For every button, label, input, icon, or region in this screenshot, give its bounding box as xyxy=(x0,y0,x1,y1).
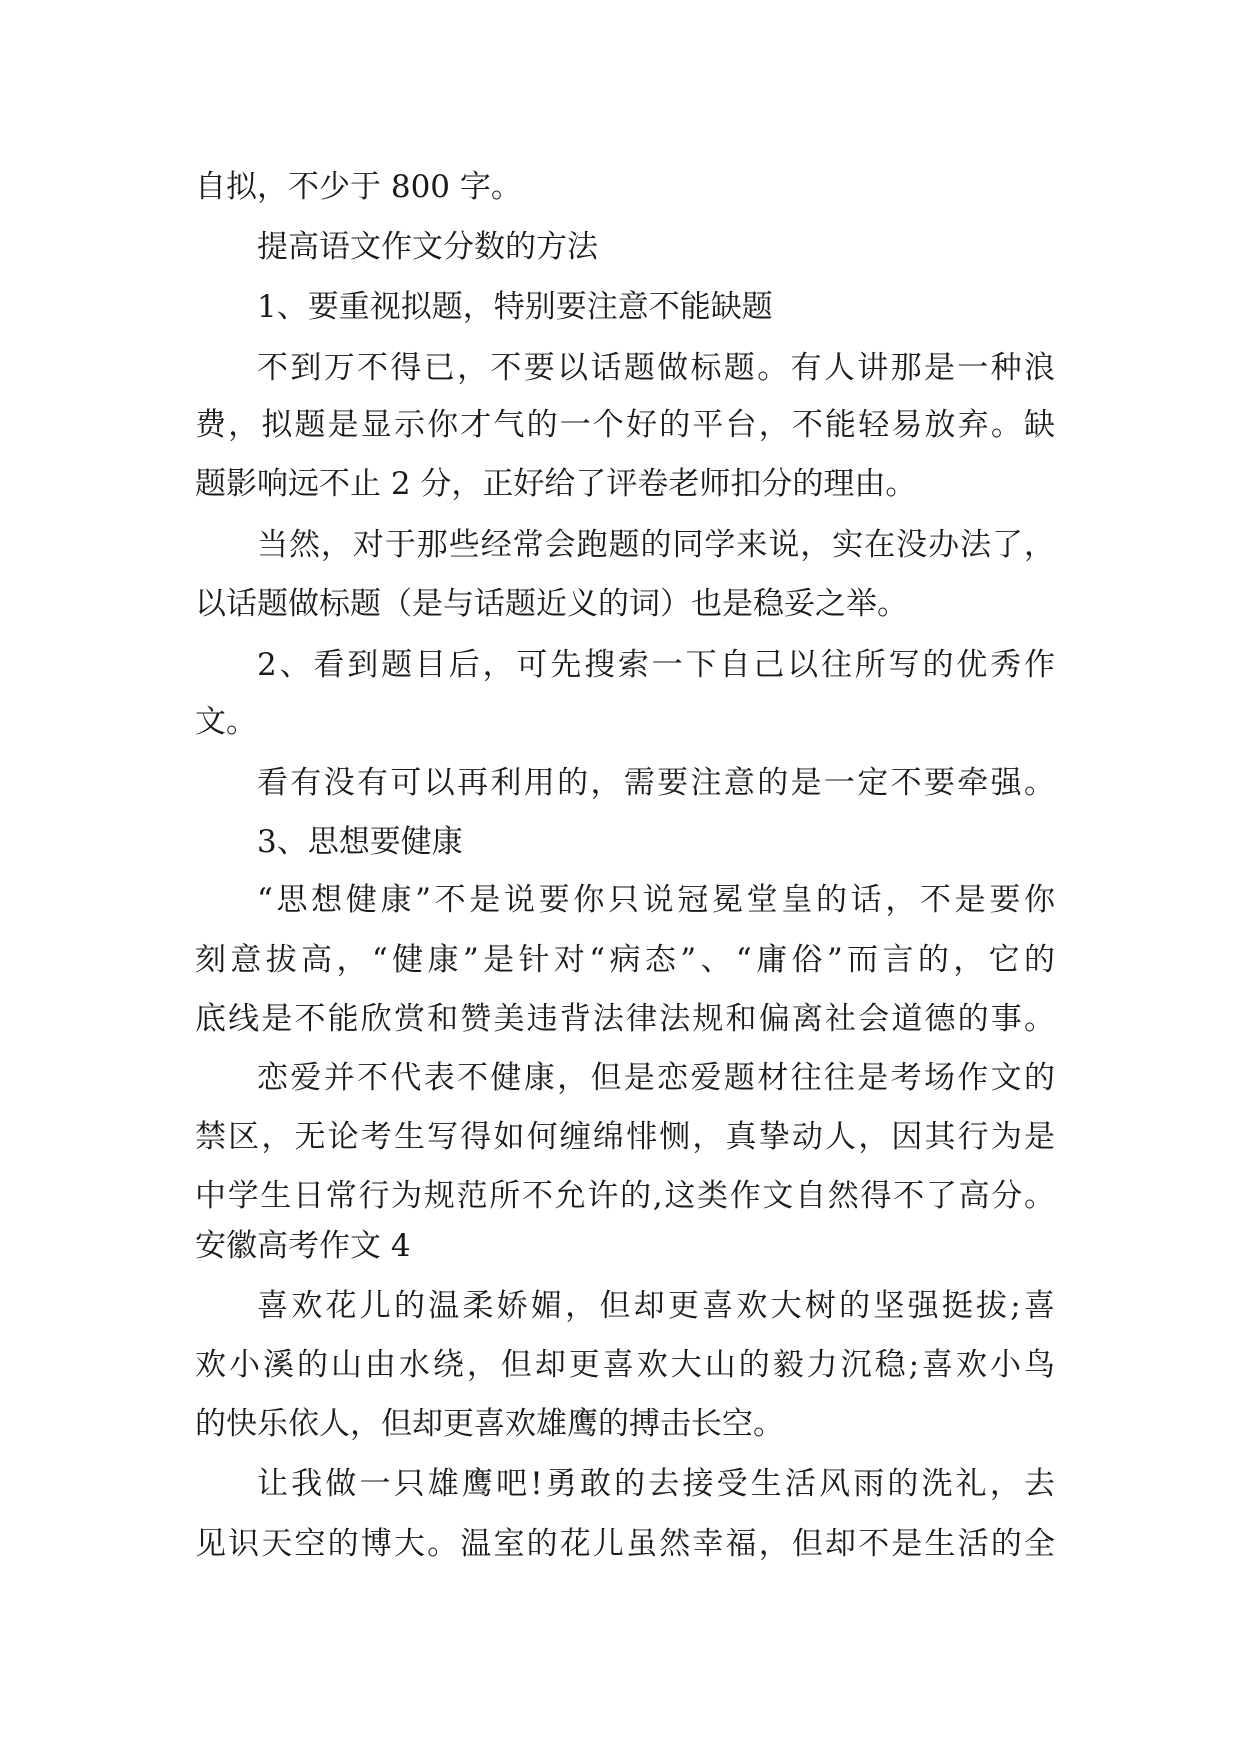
text-line: 见识天空的博大。温室的花儿虽然幸福，但却不是生活的全 xyxy=(195,1526,1055,1562)
text-line: 刻意拔高，“健康”是针对“病态”、“庸俗”而言的，它的 xyxy=(195,942,1055,978)
text-line: 自拟，不少于 800 字。 xyxy=(195,169,522,205)
text-line: 恋爱并不代表不健康，但是恋爱题材往往是考场作文的 xyxy=(257,1060,1055,1096)
text-line: 中学生日常行为规范所不允许的,这类作文自然得不了高分。 xyxy=(195,1178,1055,1214)
text-line: 不到万不得已，不要以话题做标题。有人讲那是一种浪 xyxy=(257,350,1055,386)
section-heading: 安徽高考作文 4 xyxy=(195,1228,411,1264)
section-heading: 提高语文作文分数的方法 xyxy=(257,229,598,265)
numbered-point: 1、要重视拟题，特别要注意不能缺题 xyxy=(257,289,773,325)
text-line: 禁区，无论考生写得如何缠绵悱恻，真挚动人，因其行为是 xyxy=(195,1119,1055,1155)
text-line: 看有没有可以再利用的，需要注意的是一定不要牵强。 xyxy=(257,765,1055,801)
text-line: 欢小溪的山由水绕，但却更喜欢大山的毅力沉稳;喜欢小鸟 xyxy=(195,1347,1055,1383)
numbered-point: 3、思想要健康 xyxy=(257,824,463,860)
text-line: 的快乐依人，但却更喜欢雄鹰的搏击长空。 xyxy=(195,1406,784,1442)
text-line: 费，拟题是显示你才气的一个好的平台，不能轻易放弃。缺 xyxy=(195,407,1055,443)
text-line: 题影响远不止 2 分，正好给了评卷老师扣分的理由。 xyxy=(195,466,917,502)
text-line: 文。 xyxy=(195,704,257,740)
numbered-point: 2、看到题目后，可先搜索一下自己以往所写的优秀作 xyxy=(257,647,1055,683)
text-line: “思想健康”不是说要你只说冠冕堂皇的话，不是要你 xyxy=(257,882,1055,918)
text-line: 当然，对于那些经常会跑题的同学来说，实在没办法了， xyxy=(257,527,1055,563)
text-line: 喜欢花儿的温柔娇媚，但却更喜欢大树的坚强挺拔;喜 xyxy=(257,1288,1055,1324)
text-line: 以话题做标题（是与话题近义的词）也是稳妥之举。 xyxy=(195,586,908,622)
text-line: 底线是不能欣赏和赞美违背法律法规和偏离社会道德的事。 xyxy=(195,1001,1055,1037)
text-line: 让我做一只雄鹰吧!勇敢的去接受生活风雨的洗礼，去 xyxy=(257,1466,1055,1502)
